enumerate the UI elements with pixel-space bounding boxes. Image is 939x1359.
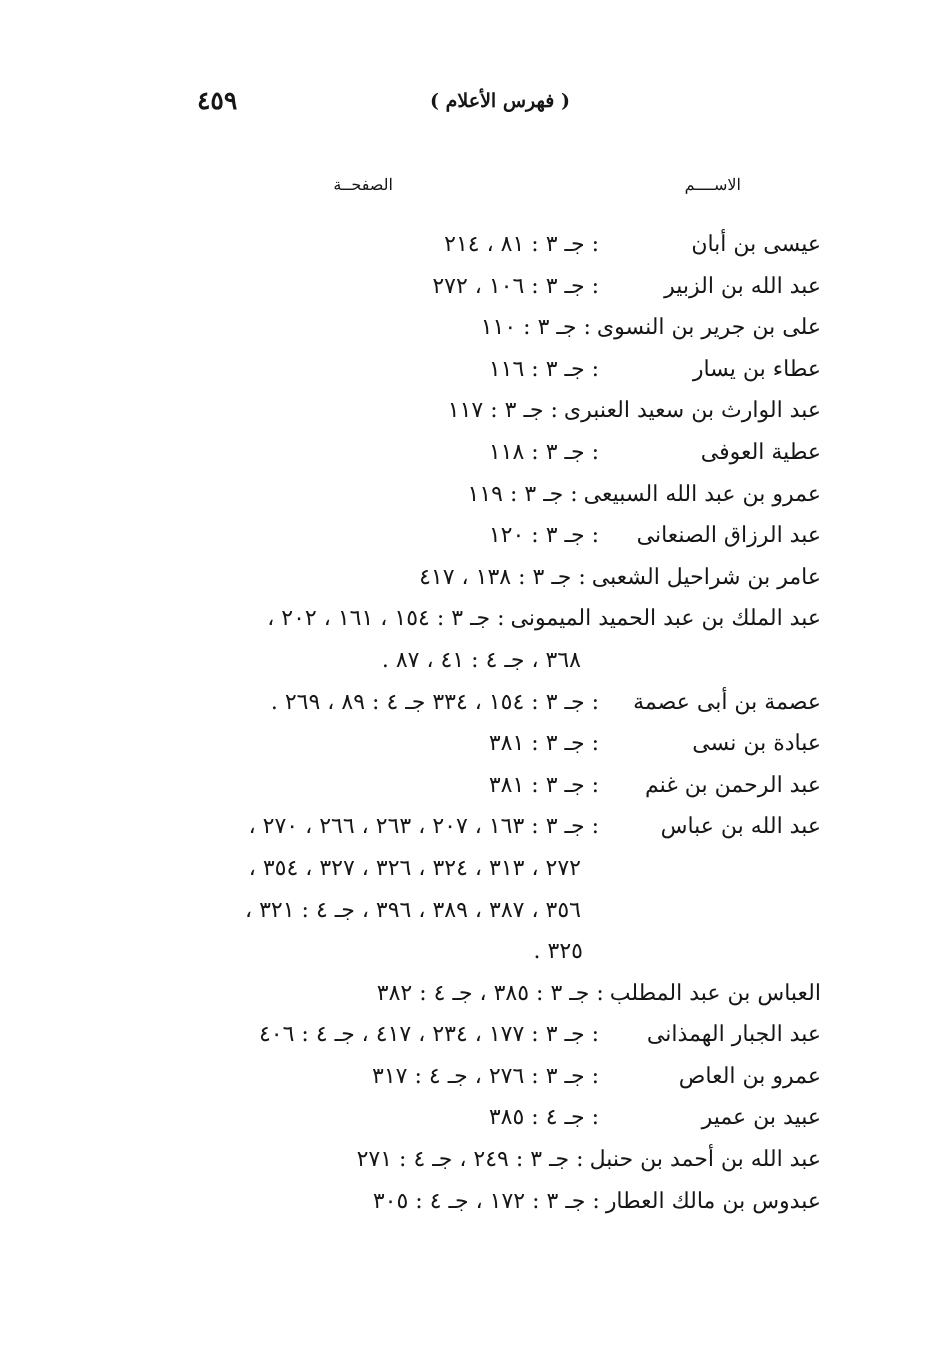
entry-line (121, 307, 821, 349)
entry-line (121, 1139, 821, 1181)
index-entry (121, 307, 821, 349)
index-entry (121, 224, 821, 266)
entry-name: عبد الرزاق الصنعانى (636, 523, 821, 549)
entry-name: عمرو بن العاص (678, 1063, 821, 1089)
entry-page-refs: ٣٥٦ ، ٣٨٧ ، ٣٨٩ ، ٣٩٦ ، جـ ٤ : ٣٢١ ، (245, 897, 581, 923)
entry-page-refs: : جـ ٣ : ١٦٣ ، ٢٠٧ ، ٢٦٣ ، ٢٦٦ ، ٢٧٠ ، (248, 814, 599, 840)
index-entry (121, 806, 821, 972)
index-entry (121, 390, 821, 432)
entry-page-refs: : جـ ٣ : ١١٨ (488, 439, 599, 465)
index-entry (121, 1181, 821, 1223)
entry-page-refs: : جـ ٣ : ١١٧ (447, 398, 558, 424)
index-entry (121, 432, 821, 474)
entry-page-refs: : جـ ٣ : ١٠٦ ، ٢٧٢ (432, 273, 599, 299)
index-entry (121, 474, 821, 516)
index-entry (121, 1014, 821, 1056)
entry-name: عبدوس بن مالك العطار (605, 1188, 821, 1214)
entry-name: عبد الرحمن بن غنم (645, 772, 821, 798)
index-list (121, 224, 821, 1222)
index-entry (121, 682, 821, 724)
running-title: ( فهرس الأعلام ) (430, 90, 570, 112)
index-entry (121, 557, 821, 599)
entry-page-refs: : جـ ٣ : ١٥٤ ، ١٦١ ، ٢٠٢ ، (267, 606, 505, 632)
index-entry (121, 1139, 821, 1181)
entry-line (121, 474, 821, 516)
entry-page-refs: : جـ ٣ : ١٧٧ ، ٢٣٤ ، ٤١٧ ، جـ ٤ : ٤٠٦ (258, 1022, 599, 1048)
entry-line (121, 765, 821, 807)
entry-name: عبد الله بن أحمد بن حنبل (589, 1147, 821, 1173)
entry-page-refs: : جـ ٣ : ١٥٤ ، ٣٣٤ جـ ٤ : ٨٩ ، ٢٦٩ . (270, 689, 599, 715)
entry-continuation-line (121, 931, 821, 973)
entry-line (121, 266, 821, 308)
entry-line (121, 515, 821, 557)
entry-page-refs: : جـ ٣ : ٨١ ، ٢١٤ (444, 232, 599, 257)
index-entry (121, 973, 821, 1015)
entry-line (121, 1097, 821, 1139)
entry-line (121, 390, 821, 432)
entry-page-refs: ٢٧٢ ، ٣١٣ ، ٣٢٤ ، ٣٢٦ ، ٣٢٧ ، ٣٥٤ ، (248, 855, 581, 881)
index-entry (121, 1056, 821, 1098)
entry-page-refs: : جـ ٣ : ١٧٢ ، جـ ٤ : ٣٠٥ (372, 1188, 600, 1214)
entry-name: عبادة بن نسى (692, 731, 821, 757)
entry-line (121, 349, 821, 391)
entry-name: العباس بن عبد المطلب (609, 980, 821, 1006)
index-entry (121, 349, 821, 391)
column-heading-name: الاســــم (684, 175, 741, 194)
entry-page-refs: ٣٦٨ ، جـ ٤ : ٤١ ، ٨٧ . (381, 647, 581, 673)
entry-line (121, 973, 821, 1015)
entry-line (121, 682, 821, 724)
entry-line (121, 1014, 821, 1056)
column-heading-page: الصفحــة (333, 175, 393, 194)
entry-name: على بن جرير بن النسوى (596, 315, 821, 341)
entry-continuation-line (121, 640, 821, 682)
entry-line (121, 224, 821, 266)
entry-page-refs: : جـ ٣ : ٢٤٩ ، جـ ٤ : ٢٧١ (356, 1147, 584, 1173)
entry-line (121, 806, 821, 848)
index-entry (121, 723, 821, 765)
entry-name: عبد الوارث بن سعيد العنبرى (563, 398, 821, 424)
entry-page-refs: : جـ ٣ : ١١٦ (488, 356, 599, 382)
entry-page-refs: : جـ ٣ : ١١٩ (467, 481, 578, 507)
entry-page-refs: : جـ ٣ : ٣٨١ (488, 772, 599, 798)
entry-name: عمرو بن عبد الله السبيعى (583, 481, 821, 507)
entry-line (121, 432, 821, 474)
entry-line (121, 723, 821, 765)
entry-page-refs: : جـ ٤ : ٣٨٥ (488, 1105, 599, 1131)
entry-line (121, 1181, 821, 1223)
index-entry (121, 515, 821, 557)
entry-page-refs: : جـ ٣ : ٣٨١ (488, 731, 599, 757)
index-entry (121, 1097, 821, 1139)
entry-name: عبيد بن عمير (701, 1105, 821, 1131)
entry-continuation-line (121, 890, 821, 932)
index-entry (121, 266, 821, 308)
entry-continuation-line (121, 848, 821, 890)
entry-line (121, 1056, 821, 1098)
entry-page-refs: : جـ ٣ : ١٢٠ (488, 523, 599, 549)
entry-name: عصمة بن أبى عصمة (633, 689, 821, 715)
entry-name: عامر بن شراحيل الشعبى (591, 564, 821, 590)
entry-page-refs: : جـ ٣ : ٢٧٦ ، جـ ٤ : ٣١٧ (372, 1063, 599, 1089)
index-entry (121, 765, 821, 807)
entry-name: عيسى بن أبان (691, 232, 821, 257)
entry-name: عبد الجبار الهمذانى (646, 1022, 821, 1048)
entry-name: عبد الله بن عباس (660, 814, 821, 840)
page-number: ٤٥٩ (197, 86, 238, 115)
entry-name: عطاء بن يسار (692, 356, 821, 382)
index-entry (121, 598, 821, 681)
entry-page-refs: : جـ ٣ : ٣٨٥ ، جـ ٤ : ٣٨٢ (376, 980, 604, 1006)
entry-page-refs: : جـ ٣ : ١٣٨ ، ٤١٧ (419, 564, 586, 590)
entry-page-refs: ٣٢٥ . (533, 939, 583, 965)
entry-name: عطية العوفى (700, 439, 821, 465)
entry-name: عبد الله بن الزبير (664, 273, 821, 299)
entry-page-refs: : جـ ٣ : ١١٠ (480, 315, 591, 341)
entry-line (121, 557, 821, 599)
entry-line (121, 598, 821, 640)
entry-name: عبد الملك بن عبد الحميد الميمونى (510, 606, 821, 632)
